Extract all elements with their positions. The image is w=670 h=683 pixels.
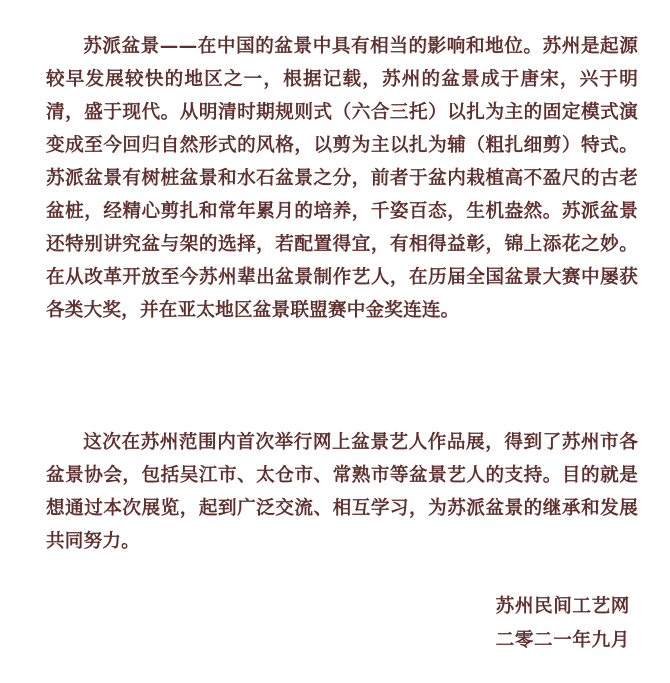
intro-paragraph: 苏派盆景——在中国的盆景中具有相当的影响和地位。苏州是起源较早发展较快的地区之一，根据记载，苏州的盆景成于唐宋，兴于明清，盛于现代。从明清时期规则式（六合三托）以扎为主的固定模式演变成至今回归自然形式的风格，以剪为主以扎为辅（粗扎细剪）特式。苏派盆景有树桩盆景和水石盆景之分，前者于盆内栽植高不盈尺的古老盆桩，经精心剪扎和常年累月的培养，千姿百态，生机盎然。苏派盆景还特别讲究盆与架的选择，若配置得宜，有相得益彰，锦上添花之妙。在从改革开放至今苏州辈出盆景制作艺人，在历届全国盆景大赛中屡获各类大奖，并在亚太地区盆景联盟赛中金奖连连。: [46, 36, 638, 321]
signature-organization: 苏州民间工艺网: [495, 596, 630, 617]
exhibition-paragraph: 这次在苏州范围内首次举行网上盆景艺人作品展，得到了苏州市各盆景协会，包括吴江市、太仓市、常熟市等盆景艺人的支持。目的就是想通过本次展览，起到广泛交流、相互学习，为苏派盆景的继承和发展共同努力。: [46, 432, 638, 552]
signature-date: 二零二一年九月: [495, 630, 630, 651]
